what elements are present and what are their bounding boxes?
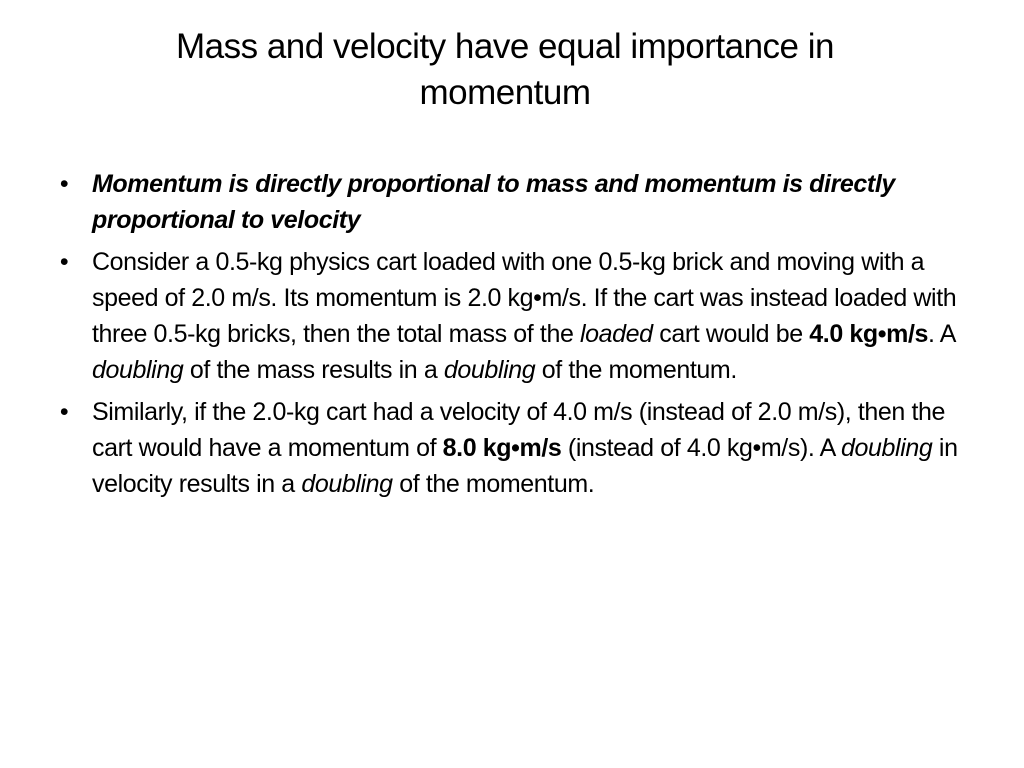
emphasis-text: doubling — [841, 434, 933, 462]
bold-value: 4.0 kg•m/s — [809, 320, 929, 348]
bullet-item-1 — [54, 166, 969, 238]
bullet-list — [54, 166, 969, 508]
bullet-text: Momentum is directly proportional to mass and momentum is directly proportional to velocity — [92, 170, 895, 234]
bullet-item-3 — [54, 394, 969, 502]
bold-value: 8.0 kg•m/s — [442, 434, 562, 462]
bullet-text: of the momentum. — [535, 356, 737, 384]
bullet-text: . A — [928, 320, 955, 348]
slide-title: Mass and velocity have equal importance in momentum — [176, 27, 834, 112]
emphasis-text: doubling — [301, 470, 393, 498]
bullet-text: Consider a 0.5-kg physics cart loaded with one 0.5-kg brick and moving with a speed of 2.0 m/s. Its momentum is 2.0 kg•m/s. If the cart was instead loaded with three 0.5-kg bricks, then the total mass of the — [92, 248, 957, 348]
bullet-text: (instead of 4.0 kg•m/s). A — [561, 434, 842, 462]
emphasis-text: doubling — [92, 356, 184, 384]
bullet-marker: • — [59, 398, 69, 426]
emphasis-text: loaded — [580, 320, 653, 348]
bullet-text: in velocity results in a — [92, 434, 958, 498]
emphasis-text: doubling — [443, 356, 536, 384]
bullet-text: cart would be — [652, 320, 810, 348]
bullet-text: of the mass results in a — [183, 356, 444, 384]
bullet-item-2 — [54, 244, 969, 388]
bullet-marker: • — [59, 170, 69, 198]
bullet-marker: • — [59, 248, 69, 276]
bullet-text: of the momentum. — [392, 470, 595, 498]
bullet-text: Similarly, if the 2.0-kg cart had a velocity of 4.0 m/s (instead of 2.0 m/s), then the cart would have a momentum of — [92, 398, 946, 462]
